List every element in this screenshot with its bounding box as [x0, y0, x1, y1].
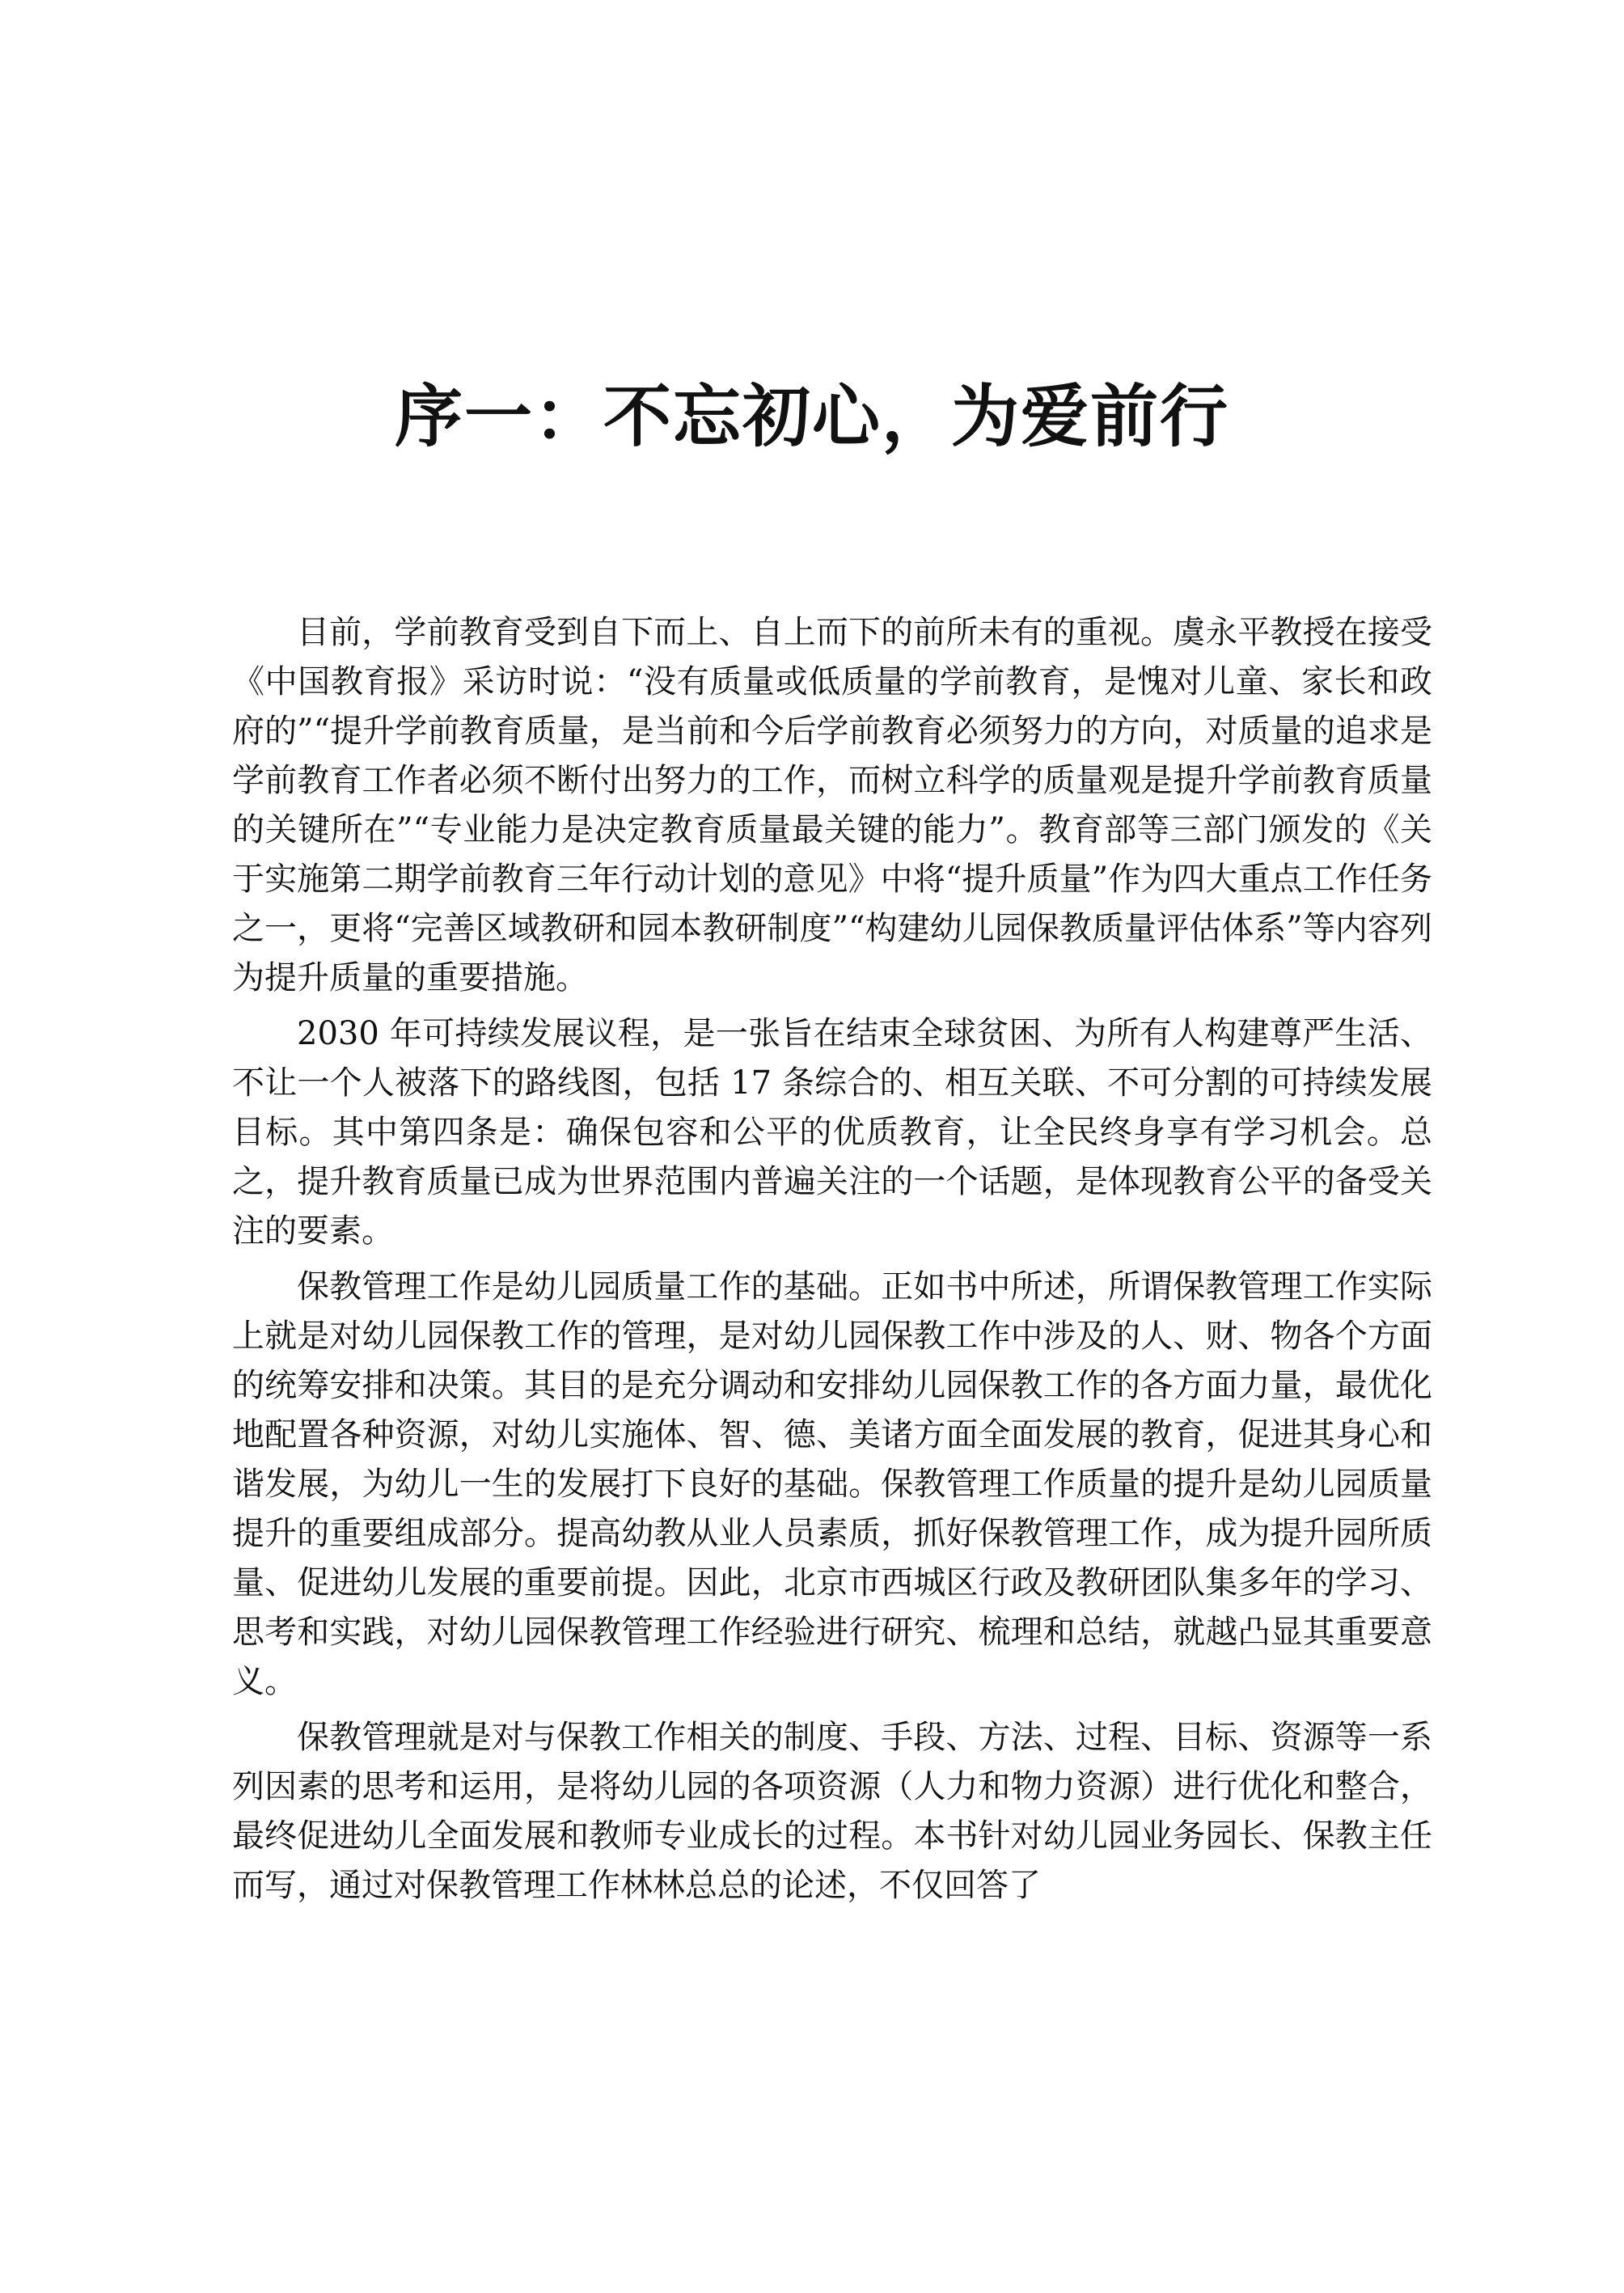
- paragraph: 目前，学前教育受到自下而上、自上而下的前所未有的重视。虞永平教授在接受《中国教育报》采访时说：“没有质量或低质量的学前教育，是愧对儿童、家长和政府的”“提升学前教育质量，是当前和今后学前教育必须努力的方向，对质量的追求是学前教育工作者必须不断付出努力的工作，而树立科学的质量观是提升学前教育质量的关键所在”“专业能力是决定教育质量最关键的能力”。教育部等三部门颁发的《关于实施第二期学前教育三年行动计划的意见》中将“提升质量”作为四大重点工作任务之一，更将“完善区域教研和园本教研制度”“构建幼儿园保教质量评估体系”等内容列为提升质量的重要措施。: [232, 614, 1432, 996]
- page-title: 序一：不忘初心，为爱前行: [394, 376, 1229, 456]
- paragraph: 保教管理工作是幼儿园质量工作的基础。正如书中所述，所谓保教管理工作实际上就是对幼儿园保教工作的管理，是对幼儿园保教工作中涉及的人、财、物各个方面的统筹安排和决策。其目的是充分调动和安排幼儿园保教工作的各方面力量，最优化地配置各种资源，对幼儿实施体、智、德、美诸方面全面发展的教育，促进其身心和谐发展，为幼儿一生的发展打下良好的基础。保教管理工作质量的提升是幼儿园质量提升的重要组成部分。提高幼教从业人员素质，抓好保教管理工作，成为提升园所质量、促进幼儿发展的重要前提。因此，北京市西城区行政及教研团队集多年的学习、思考和实践，对幼儿园保教管理工作经验进行研究、梳理和总结，就越凸显其重要意义。: [232, 1268, 1432, 1700]
- paragraph: 保教管理就是对与保教工作相关的制度、手段、方法、过程、目标、资源等一系列因素的思考和运用，是将幼儿园的各项资源（人力和物力资源）进行优化和整合，最终促进幼儿全面发展和教师专业成长的过程。本书针对幼儿园业务园长、保教主任而写，通过对保教管理工作林林总总的论述，不仅回答了: [232, 1719, 1432, 1904]
- body-text: [232, 608, 1432, 1917]
- paragraph: 2030 年可持续发展议程，是一张旨在结束全球贫困、为所有人构建尊严生活、不让一个人被落下的路线图，包括 17 条综合的、相互关联、不可分割的可持续发展目标。其中第四条是：确保包容和公平的优质教育，让全民终身享有学习机会。总之，提升教育质量已成为世界范围内普遍关注的一个话题，是体现教育公平的备受关注的要素。: [232, 1015, 1432, 1250]
